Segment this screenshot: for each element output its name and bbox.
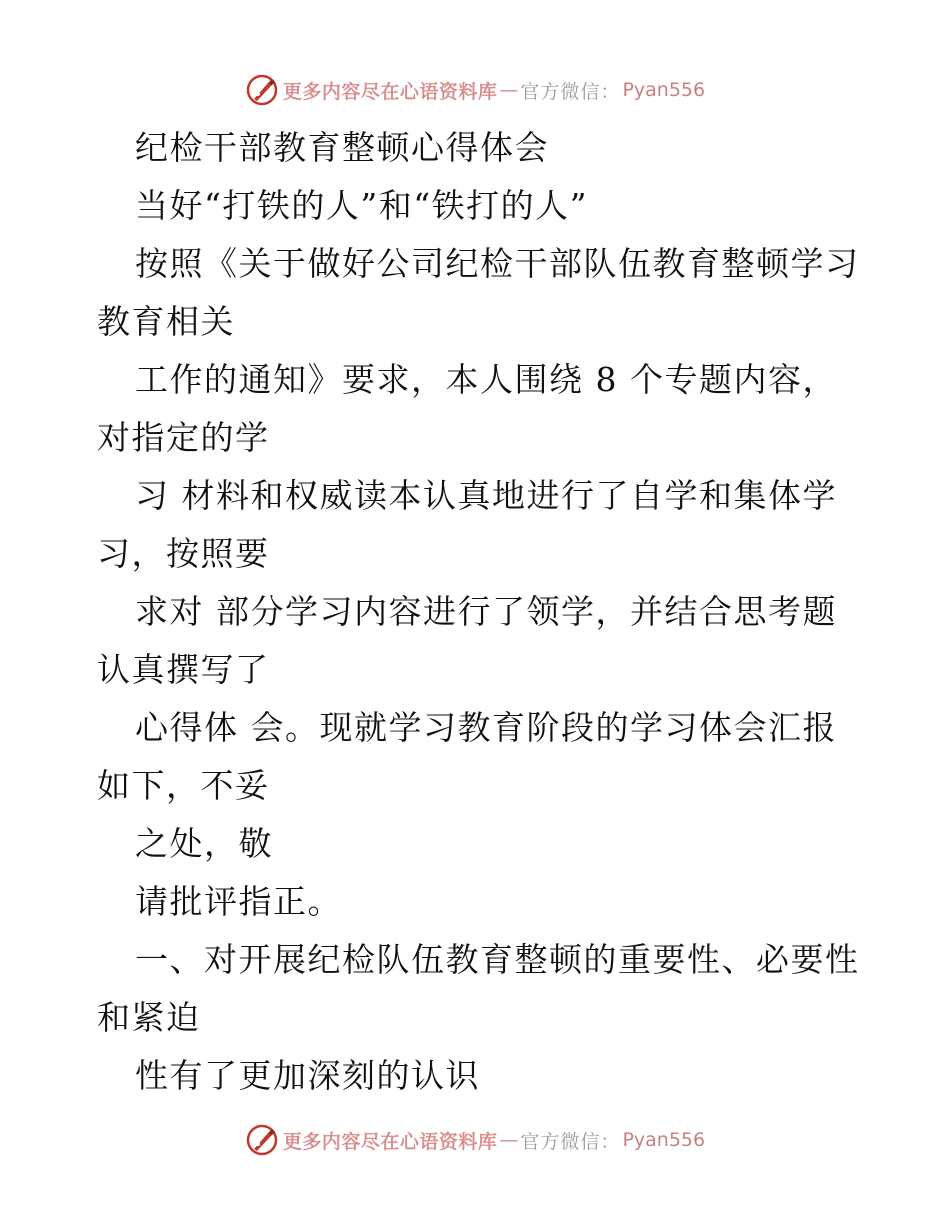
paragraph-line: 习，按照要 xyxy=(97,534,270,573)
paragraph-line: 认真撰写了 xyxy=(97,650,270,689)
footer-watermark xyxy=(0,1120,950,1160)
paragraph-line: 对指定的学 xyxy=(97,418,270,457)
doc-subtitle: 当好“打铁的人”和“铁打的人” xyxy=(135,186,588,225)
watermark-wechat-id: Pyan556 xyxy=(622,79,706,101)
section-heading: 一、对开展纪检队伍教育整顿的重要性、必要性 xyxy=(135,940,860,979)
watermark-dash: — xyxy=(499,1129,519,1151)
paragraph-line: 请批评指正。 xyxy=(135,882,342,921)
watermark-wechat-id: Pyan556 xyxy=(622,1129,706,1151)
watermark-main-text: 更多内容尽在心语资料库 xyxy=(282,80,498,103)
paragraph-line: 教育相关 xyxy=(97,302,235,341)
doc-title: 纪检干部教育整顿心得体会 xyxy=(135,128,549,167)
pen-logo-icon xyxy=(245,1123,279,1157)
watermark-sub-text: 官方微信： xyxy=(520,1130,621,1153)
section-heading: 性有了更加深刻的认识 xyxy=(135,1056,480,1095)
paragraph-line: 工作的通知》要求，本人围绕 8 个专题内容， xyxy=(135,360,837,399)
paragraph-line: 之处，敬 xyxy=(135,824,273,863)
paragraph-line: 心得体 会。现就学习教育阶段的学习体会汇报 xyxy=(135,708,837,747)
paragraph-line: 求对 部分学习内容进行了领学，并结合思考题 xyxy=(135,592,837,631)
paragraph-line: 如下，不妥 xyxy=(97,766,270,805)
watermark-sub-text: 官方微信： xyxy=(520,80,621,103)
watermark-dash: — xyxy=(499,79,519,101)
paragraph-line: 习 材料和权威读本认真地进行了自学和集体学 xyxy=(135,476,837,515)
pen-logo-icon xyxy=(245,73,279,107)
section-heading: 和紧迫 xyxy=(97,998,201,1037)
watermark-main-text: 更多内容尽在心语资料库 xyxy=(282,1130,498,1153)
header-watermark xyxy=(0,70,950,110)
paragraph-line: 按照《关于做好公司纪检干部队伍教育整顿学习 xyxy=(135,244,860,283)
